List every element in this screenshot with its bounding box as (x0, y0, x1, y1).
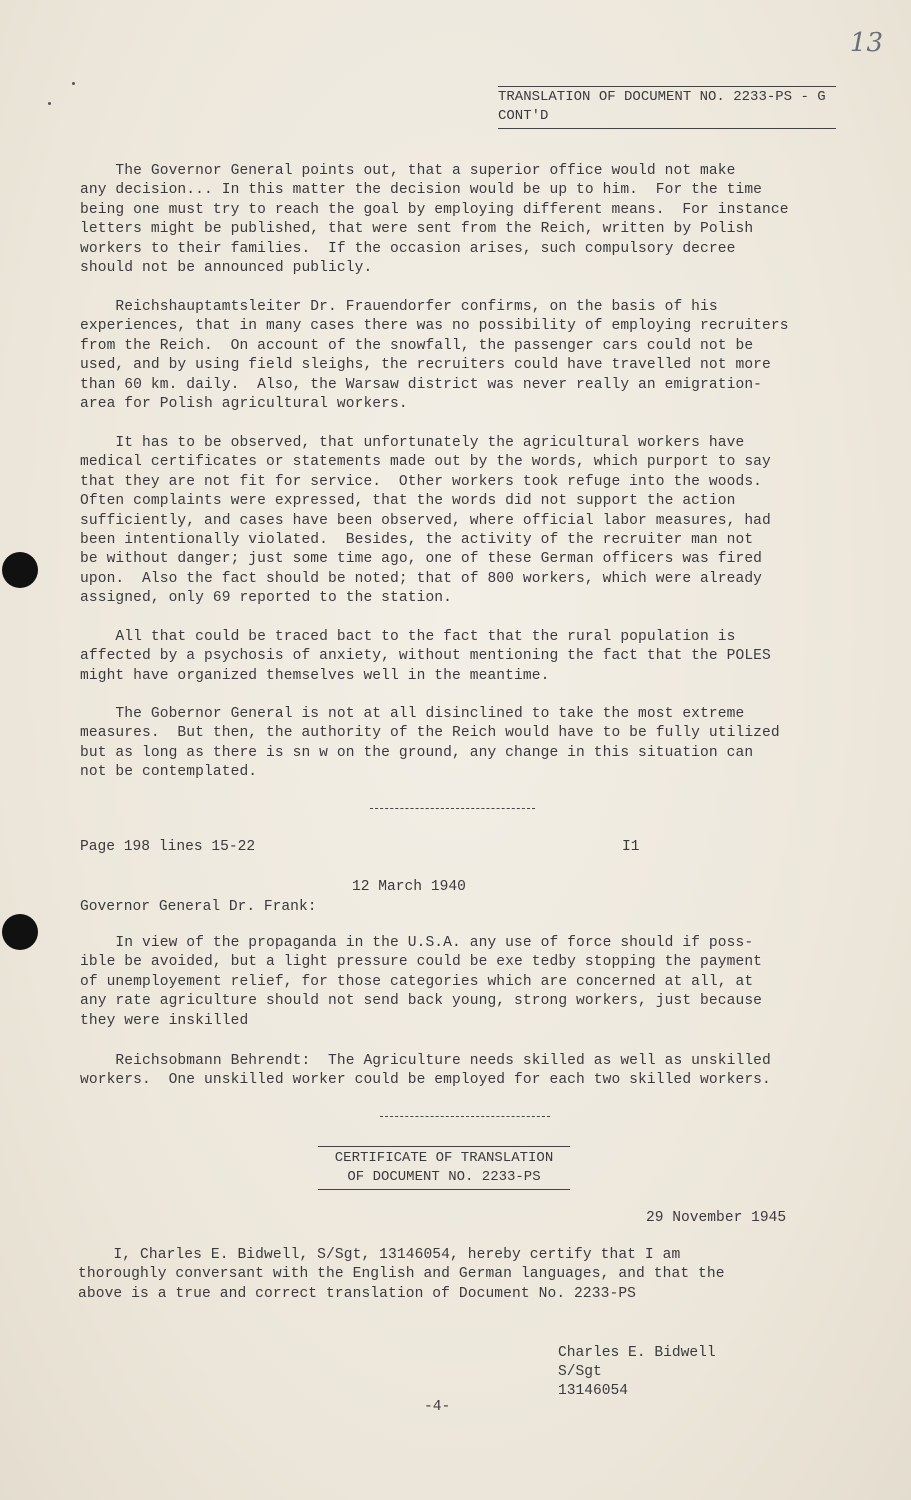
text-line: letters might be published, that were sent from the Reich, written by Polish (80, 221, 754, 238)
text-line: medical certificates or statements made out by the words, which purport to say (80, 454, 771, 471)
paper-speck (48, 102, 51, 105)
text-line: that they are not fit for service. Other workers took refuge into the woods. (80, 473, 763, 490)
paragraph (80, 298, 789, 414)
punch-hole-bottom (2, 914, 38, 950)
punch-hole-top (2, 552, 38, 588)
text-line: used, and by using field sleighs, the recruiters could have travelled not more (80, 357, 771, 374)
paper-speck (72, 82, 75, 85)
footer-page-number: -4- (424, 1399, 451, 1415)
text-line: above is a true and correct translation of Document No. 2233-PS (78, 1285, 637, 1302)
paragraph (80, 628, 771, 686)
text-line: experiences, that in many cases there was no possibility of employing recruiters (80, 318, 789, 335)
text-line: It has to be observed, that unfortunately the agricultural workers have (80, 435, 745, 451)
text-line: The Governor General points out, that a superior office would not make (80, 163, 736, 179)
text-line: affected by a psychosis of anxiety, without mentioning the fact that the POLES (80, 648, 771, 665)
certificate-title (318, 1146, 570, 1190)
text-line: Reichsobmann Behrendt: The Agriculture needs skilled as well as unskilled (80, 1053, 771, 1069)
text-line: should not be announced publicly. (80, 260, 373, 277)
speaker-label: Governor General Dr. Frank: (80, 899, 317, 915)
paragraph (80, 705, 780, 783)
signature-name: Charles E. Bidwell (558, 1345, 716, 1361)
text-line: measures. But then, the authority of the Reich would have to be fully utilized (80, 725, 780, 742)
text-line: any decision... In this matter the decision would be up to him. For the time (80, 182, 763, 199)
text-line: Often complaints were expressed, that the words did not support the action (80, 493, 736, 510)
paragraph (80, 1052, 771, 1091)
text-line: All that could be traced bact to the fact that the rural population is (80, 629, 736, 645)
header-line-2: CONT'D (498, 108, 549, 124)
text-line: sufficiently, and cases have been observed, where official labor measures, had (80, 512, 771, 529)
section-divider (370, 808, 535, 809)
section-divider (380, 1116, 550, 1117)
text-line: they were inskilled (80, 1012, 249, 1029)
paragraph (80, 162, 789, 278)
text-line: than 60 km. daily. Also, the Warsaw district was never really an emigration- (80, 376, 763, 393)
text-line: workers to their families. If the occasion arises, such compulsory decree (80, 240, 736, 257)
text-line: any rate agriculture should not send back young, strong workers, just because (80, 993, 763, 1010)
text-line: assigned, only 69 reported to the station. (80, 590, 453, 607)
text-line: been intentionally violated. Besides, the activity of the recruiter man not (80, 532, 754, 549)
text-line: area for Polish agricultural workers. (80, 396, 408, 413)
header-line-1: TRANSLATION OF DOCUMENT NO. 2233-PS - G (498, 89, 826, 105)
page-reference: Page 198 lines 15-22 (80, 839, 256, 855)
text-line: being one must try to reach the goal by employing different means. For instance (80, 201, 789, 218)
handwritten-page-number: 13 (849, 28, 883, 58)
signature-block (558, 1344, 716, 1401)
text-line: might have organized themselves well in the meantime. (80, 667, 550, 684)
page-reference-marker: I1 (622, 839, 640, 855)
text-line: I, Charles E. Bidwell, S/Sgt, 13146054, hereby certify that I am (78, 1247, 681, 1263)
certificate-title-line-2: OF DOCUMENT NO. 2233-PS (347, 1169, 541, 1185)
text-line: The Gobernor General is not at all disinclined to take the most extreme (80, 706, 745, 722)
certificate-date: 29 November 1945 (646, 1210, 787, 1226)
text-line: thoroughly conversant with the English and German languages, and that the (78, 1266, 725, 1283)
meeting-date: 12 March 1940 (352, 879, 466, 895)
text-line: In view of the propaganda in the U.S.A. any use of force should if poss- (80, 935, 754, 951)
text-line: from the Reich. On account of the snowfall, the passenger cars could not be (80, 337, 754, 354)
paragraph (80, 434, 771, 609)
certificate-title-line-1: CERTIFICATE OF TRANSLATION (334, 1150, 554, 1166)
text-line: ible be avoided, but a light pressure could be exe tedby stopping the payment (80, 954, 763, 971)
text-line: be without danger; just some time ago, one of these German officers was fired (80, 551, 763, 568)
paragraph (80, 934, 762, 1031)
text-line: upon. Also the fact should be noted; that of 800 workers, which were already (80, 570, 763, 587)
text-line: workers. One unskilled worker could be employed for each two skilled workers. (80, 1072, 771, 1089)
signature-rank: S/Sgt (558, 1364, 602, 1380)
signature-serial: 13146054 (558, 1383, 629, 1399)
text-line: not be contemplated. (80, 764, 258, 781)
document-header (498, 86, 836, 129)
text-line: Reichshauptamtsleiter Dr. Frauendorfer confirms, on the basis of his (80, 299, 718, 315)
text-line: of unemployement relief, for those categories which are concerned at all, at (80, 973, 754, 990)
text-line: but as long as there is sn w on the ground, any change in this situation can (80, 744, 754, 761)
certificate-paragraph (78, 1246, 725, 1304)
